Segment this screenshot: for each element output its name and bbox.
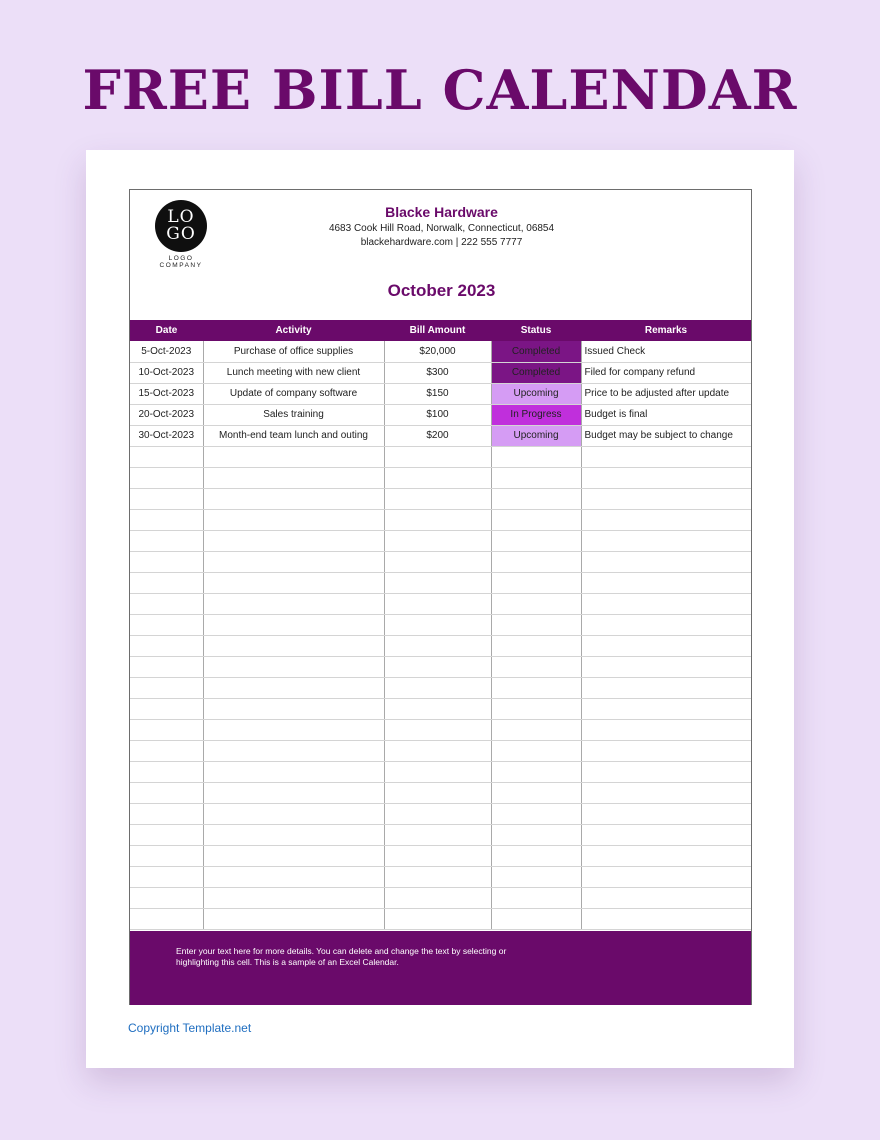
table-row <box>130 425 751 446</box>
empty-cell[interactable] <box>130 845 203 866</box>
empty-cell[interactable] <box>203 719 384 740</box>
empty-cell[interactable] <box>130 488 203 509</box>
empty-cell[interactable] <box>491 803 581 824</box>
empty-table-row <box>130 677 751 698</box>
remarks-cell[interactable]: Budget may be subject to change <box>581 425 751 446</box>
empty-cell[interactable] <box>581 614 751 635</box>
empty-table-row <box>130 530 751 551</box>
empty-table-row <box>130 803 751 824</box>
empty-cell[interactable] <box>384 551 491 572</box>
column-header-activity[interactable]: Activity <box>203 320 384 341</box>
empty-cell[interactable] <box>384 761 491 782</box>
table-row <box>130 341 751 362</box>
amount-cell[interactable]: $150 <box>384 383 491 404</box>
empty-cell[interactable] <box>203 887 384 908</box>
empty-cell[interactable] <box>130 572 203 593</box>
empty-cell[interactable] <box>384 635 491 656</box>
empty-cell[interactable] <box>581 740 751 761</box>
document-paper <box>86 150 794 1068</box>
empty-cell[interactable] <box>384 530 491 551</box>
empty-cell[interactable] <box>130 719 203 740</box>
empty-cell[interactable] <box>491 908 581 929</box>
empty-cell[interactable] <box>491 551 581 572</box>
empty-cell[interactable] <box>384 824 491 845</box>
empty-cell[interactable] <box>384 593 491 614</box>
empty-cell[interactable] <box>581 467 751 488</box>
amount-cell[interactable]: $300 <box>384 362 491 383</box>
empty-cell[interactable] <box>581 887 751 908</box>
empty-cell[interactable] <box>491 698 581 719</box>
empty-cell[interactable] <box>130 887 203 908</box>
empty-cell[interactable] <box>491 887 581 908</box>
empty-cell[interactable] <box>130 656 203 677</box>
empty-cell[interactable] <box>203 698 384 719</box>
empty-cell[interactable] <box>581 530 751 551</box>
table-header-row <box>130 320 751 341</box>
date-cell[interactable]: 15-Oct-2023 <box>130 383 203 404</box>
bills-table <box>130 320 751 930</box>
empty-table-row <box>130 740 751 761</box>
month-title: October 2023 <box>387 281 496 300</box>
logo-company-text: LOGO COMPANY <box>159 255 203 269</box>
empty-table-row <box>130 467 751 488</box>
empty-cell[interactable] <box>384 446 491 467</box>
empty-table-row <box>130 614 751 635</box>
empty-cell[interactable] <box>130 761 203 782</box>
amount-cell[interactable]: $100 <box>384 404 491 425</box>
empty-cell[interactable] <box>491 782 581 803</box>
empty-cell[interactable] <box>203 467 384 488</box>
empty-cell[interactable] <box>130 614 203 635</box>
empty-cell[interactable] <box>130 677 203 698</box>
date-cell[interactable]: 20-Oct-2023 <box>130 404 203 425</box>
empty-cell[interactable] <box>581 698 751 719</box>
empty-cell[interactable] <box>384 719 491 740</box>
empty-cell[interactable] <box>491 530 581 551</box>
amount-cell[interactable]: $200 <box>384 425 491 446</box>
logo-circle: LO GO <box>155 200 207 252</box>
empty-table-row <box>130 572 751 593</box>
empty-cell[interactable] <box>130 509 203 530</box>
empty-table-row <box>130 593 751 614</box>
empty-cell[interactable] <box>491 614 581 635</box>
empty-cell[interactable] <box>384 845 491 866</box>
empty-cell[interactable] <box>203 509 384 530</box>
table-row <box>130 383 751 404</box>
empty-cell[interactable] <box>491 824 581 845</box>
empty-cell[interactable] <box>203 614 384 635</box>
empty-cell[interactable] <box>491 866 581 887</box>
footer-note[interactable]: Enter your text here for more details. You can delete and change the text by selecting or highlighting this cell. This is a sample of an Excel Calendar. <box>130 931 751 1005</box>
page-heading: FREE BILL CALENDAR <box>82 58 798 122</box>
empty-cell[interactable] <box>130 446 203 467</box>
empty-cell[interactable] <box>130 593 203 614</box>
empty-table-row <box>130 845 751 866</box>
empty-cell[interactable] <box>203 572 384 593</box>
empty-cell[interactable] <box>384 572 491 593</box>
empty-cell[interactable] <box>384 782 491 803</box>
empty-cell[interactable] <box>130 908 203 929</box>
empty-cell[interactable] <box>203 656 384 677</box>
activity-cell[interactable]: Lunch meeting with new client <box>203 362 384 383</box>
empty-cell[interactable] <box>203 845 384 866</box>
empty-cell[interactable] <box>203 446 384 467</box>
empty-table-row <box>130 446 751 467</box>
empty-cell[interactable] <box>491 593 581 614</box>
date-cell[interactable]: 30-Oct-2023 <box>130 425 203 446</box>
empty-table-row <box>130 509 751 530</box>
company-contact: blackehardware.com | 222 555 7777 <box>360 237 523 248</box>
empty-cell[interactable] <box>581 845 751 866</box>
empty-cell[interactable] <box>203 908 384 929</box>
empty-table-row <box>130 551 751 572</box>
remarks-cell[interactable]: Issued Check <box>581 341 751 362</box>
copyright-link[interactable]: Copyright Template.net <box>128 1021 252 1035</box>
empty-cell[interactable] <box>203 866 384 887</box>
empty-cell[interactable] <box>491 488 581 509</box>
empty-cell[interactable] <box>130 530 203 551</box>
empty-cell[interactable] <box>581 803 751 824</box>
table-row <box>130 404 751 425</box>
column-header-bill-amount[interactable]: Bill Amount <box>384 320 491 341</box>
empty-cell[interactable] <box>384 866 491 887</box>
status-cell[interactable]: Completed <box>491 362 581 383</box>
empty-cell[interactable] <box>203 530 384 551</box>
empty-cell[interactable] <box>581 572 751 593</box>
activity-cell[interactable]: Sales training <box>203 404 384 425</box>
activity-cell[interactable]: Purchase of office supplies <box>203 341 384 362</box>
empty-cell[interactable] <box>130 782 203 803</box>
status-cell[interactable]: Upcoming <box>491 425 581 446</box>
empty-table-row <box>130 656 751 677</box>
empty-cell[interactable] <box>581 446 751 467</box>
empty-table-row <box>130 824 751 845</box>
empty-cell[interactable] <box>581 656 751 677</box>
empty-cell[interactable] <box>581 488 751 509</box>
remarks-cell[interactable]: Budget is final <box>581 404 751 425</box>
date-cell[interactable]: 10-Oct-2023 <box>130 362 203 383</box>
empty-cell[interactable] <box>130 467 203 488</box>
empty-cell[interactable] <box>130 824 203 845</box>
empty-cell[interactable] <box>384 509 491 530</box>
empty-cell[interactable] <box>581 866 751 887</box>
remarks-cell[interactable]: Price to be adjusted after update <box>581 383 751 404</box>
empty-cell[interactable] <box>491 467 581 488</box>
empty-cell[interactable] <box>203 635 384 656</box>
empty-table-row <box>130 698 751 719</box>
table-row <box>130 362 751 383</box>
empty-cell[interactable] <box>581 719 751 740</box>
empty-table-row <box>130 887 751 908</box>
empty-cell[interactable] <box>581 509 751 530</box>
empty-cell[interactable] <box>203 740 384 761</box>
empty-cell[interactable] <box>203 803 384 824</box>
empty-cell[interactable] <box>491 719 581 740</box>
empty-cell[interactable] <box>581 635 751 656</box>
empty-cell[interactable] <box>203 593 384 614</box>
empty-cell[interactable] <box>130 551 203 572</box>
empty-cell[interactable] <box>491 446 581 467</box>
bill-calendar-sheet <box>129 189 752 1005</box>
empty-cell[interactable] <box>581 593 751 614</box>
empty-cell[interactable] <box>581 677 751 698</box>
empty-cell[interactable] <box>491 677 581 698</box>
empty-cell[interactable] <box>384 488 491 509</box>
empty-table-row <box>130 866 751 887</box>
empty-cell[interactable] <box>581 908 751 929</box>
empty-cell[interactable] <box>491 845 581 866</box>
empty-cell[interactable] <box>384 698 491 719</box>
empty-cell[interactable] <box>203 761 384 782</box>
empty-cell[interactable] <box>384 614 491 635</box>
status-cell[interactable]: Completed <box>491 341 581 362</box>
empty-cell[interactable] <box>491 572 581 593</box>
activity-cell[interactable]: Update of company software <box>203 383 384 404</box>
empty-cell[interactable] <box>130 740 203 761</box>
empty-cell[interactable] <box>203 677 384 698</box>
empty-cell[interactable] <box>203 488 384 509</box>
empty-cell[interactable] <box>581 782 751 803</box>
empty-cell[interactable] <box>491 761 581 782</box>
empty-table-row <box>130 488 751 509</box>
empty-table-row <box>130 908 751 929</box>
company-name: Blacke Hardware <box>385 204 498 220</box>
empty-cell[interactable] <box>581 761 751 782</box>
empty-cell[interactable] <box>491 740 581 761</box>
empty-cell[interactable] <box>384 908 491 929</box>
empty-cell[interactable] <box>203 551 384 572</box>
empty-table-row <box>130 719 751 740</box>
empty-cell[interactable] <box>384 887 491 908</box>
empty-cell[interactable] <box>384 467 491 488</box>
empty-cell[interactable] <box>491 509 581 530</box>
empty-cell[interactable] <box>130 635 203 656</box>
empty-cell[interactable] <box>384 677 491 698</box>
empty-cell[interactable] <box>581 551 751 572</box>
empty-cell[interactable] <box>384 740 491 761</box>
empty-cell[interactable] <box>491 656 581 677</box>
empty-table-row <box>130 761 751 782</box>
column-header-remarks[interactable]: Remarks <box>581 320 751 341</box>
empty-cell[interactable] <box>130 803 203 824</box>
empty-cell[interactable] <box>203 824 384 845</box>
empty-cell[interactable] <box>130 866 203 887</box>
empty-cell[interactable] <box>130 698 203 719</box>
empty-table-row <box>130 782 751 803</box>
status-cell[interactable]: In Progress <box>491 404 581 425</box>
status-cell[interactable]: Upcoming <box>491 383 581 404</box>
date-cell[interactable]: 5-Oct-2023 <box>130 341 203 362</box>
remarks-cell[interactable]: Filed for company refund <box>581 362 751 383</box>
column-header-date[interactable]: Date <box>130 320 203 341</box>
empty-cell[interactable] <box>203 782 384 803</box>
empty-cell[interactable] <box>581 824 751 845</box>
activity-cell[interactable]: Month-end team lunch and outing <box>203 425 384 446</box>
column-header-status[interactable]: Status <box>491 320 581 341</box>
company-address: 4683 Cook Hill Road, Norwalk, Connecticut, 06854 <box>328 223 555 234</box>
amount-cell[interactable]: $20,000 <box>384 341 491 362</box>
empty-cell[interactable] <box>384 803 491 824</box>
empty-cell[interactable] <box>491 635 581 656</box>
empty-cell[interactable] <box>384 656 491 677</box>
empty-table-row <box>130 635 751 656</box>
